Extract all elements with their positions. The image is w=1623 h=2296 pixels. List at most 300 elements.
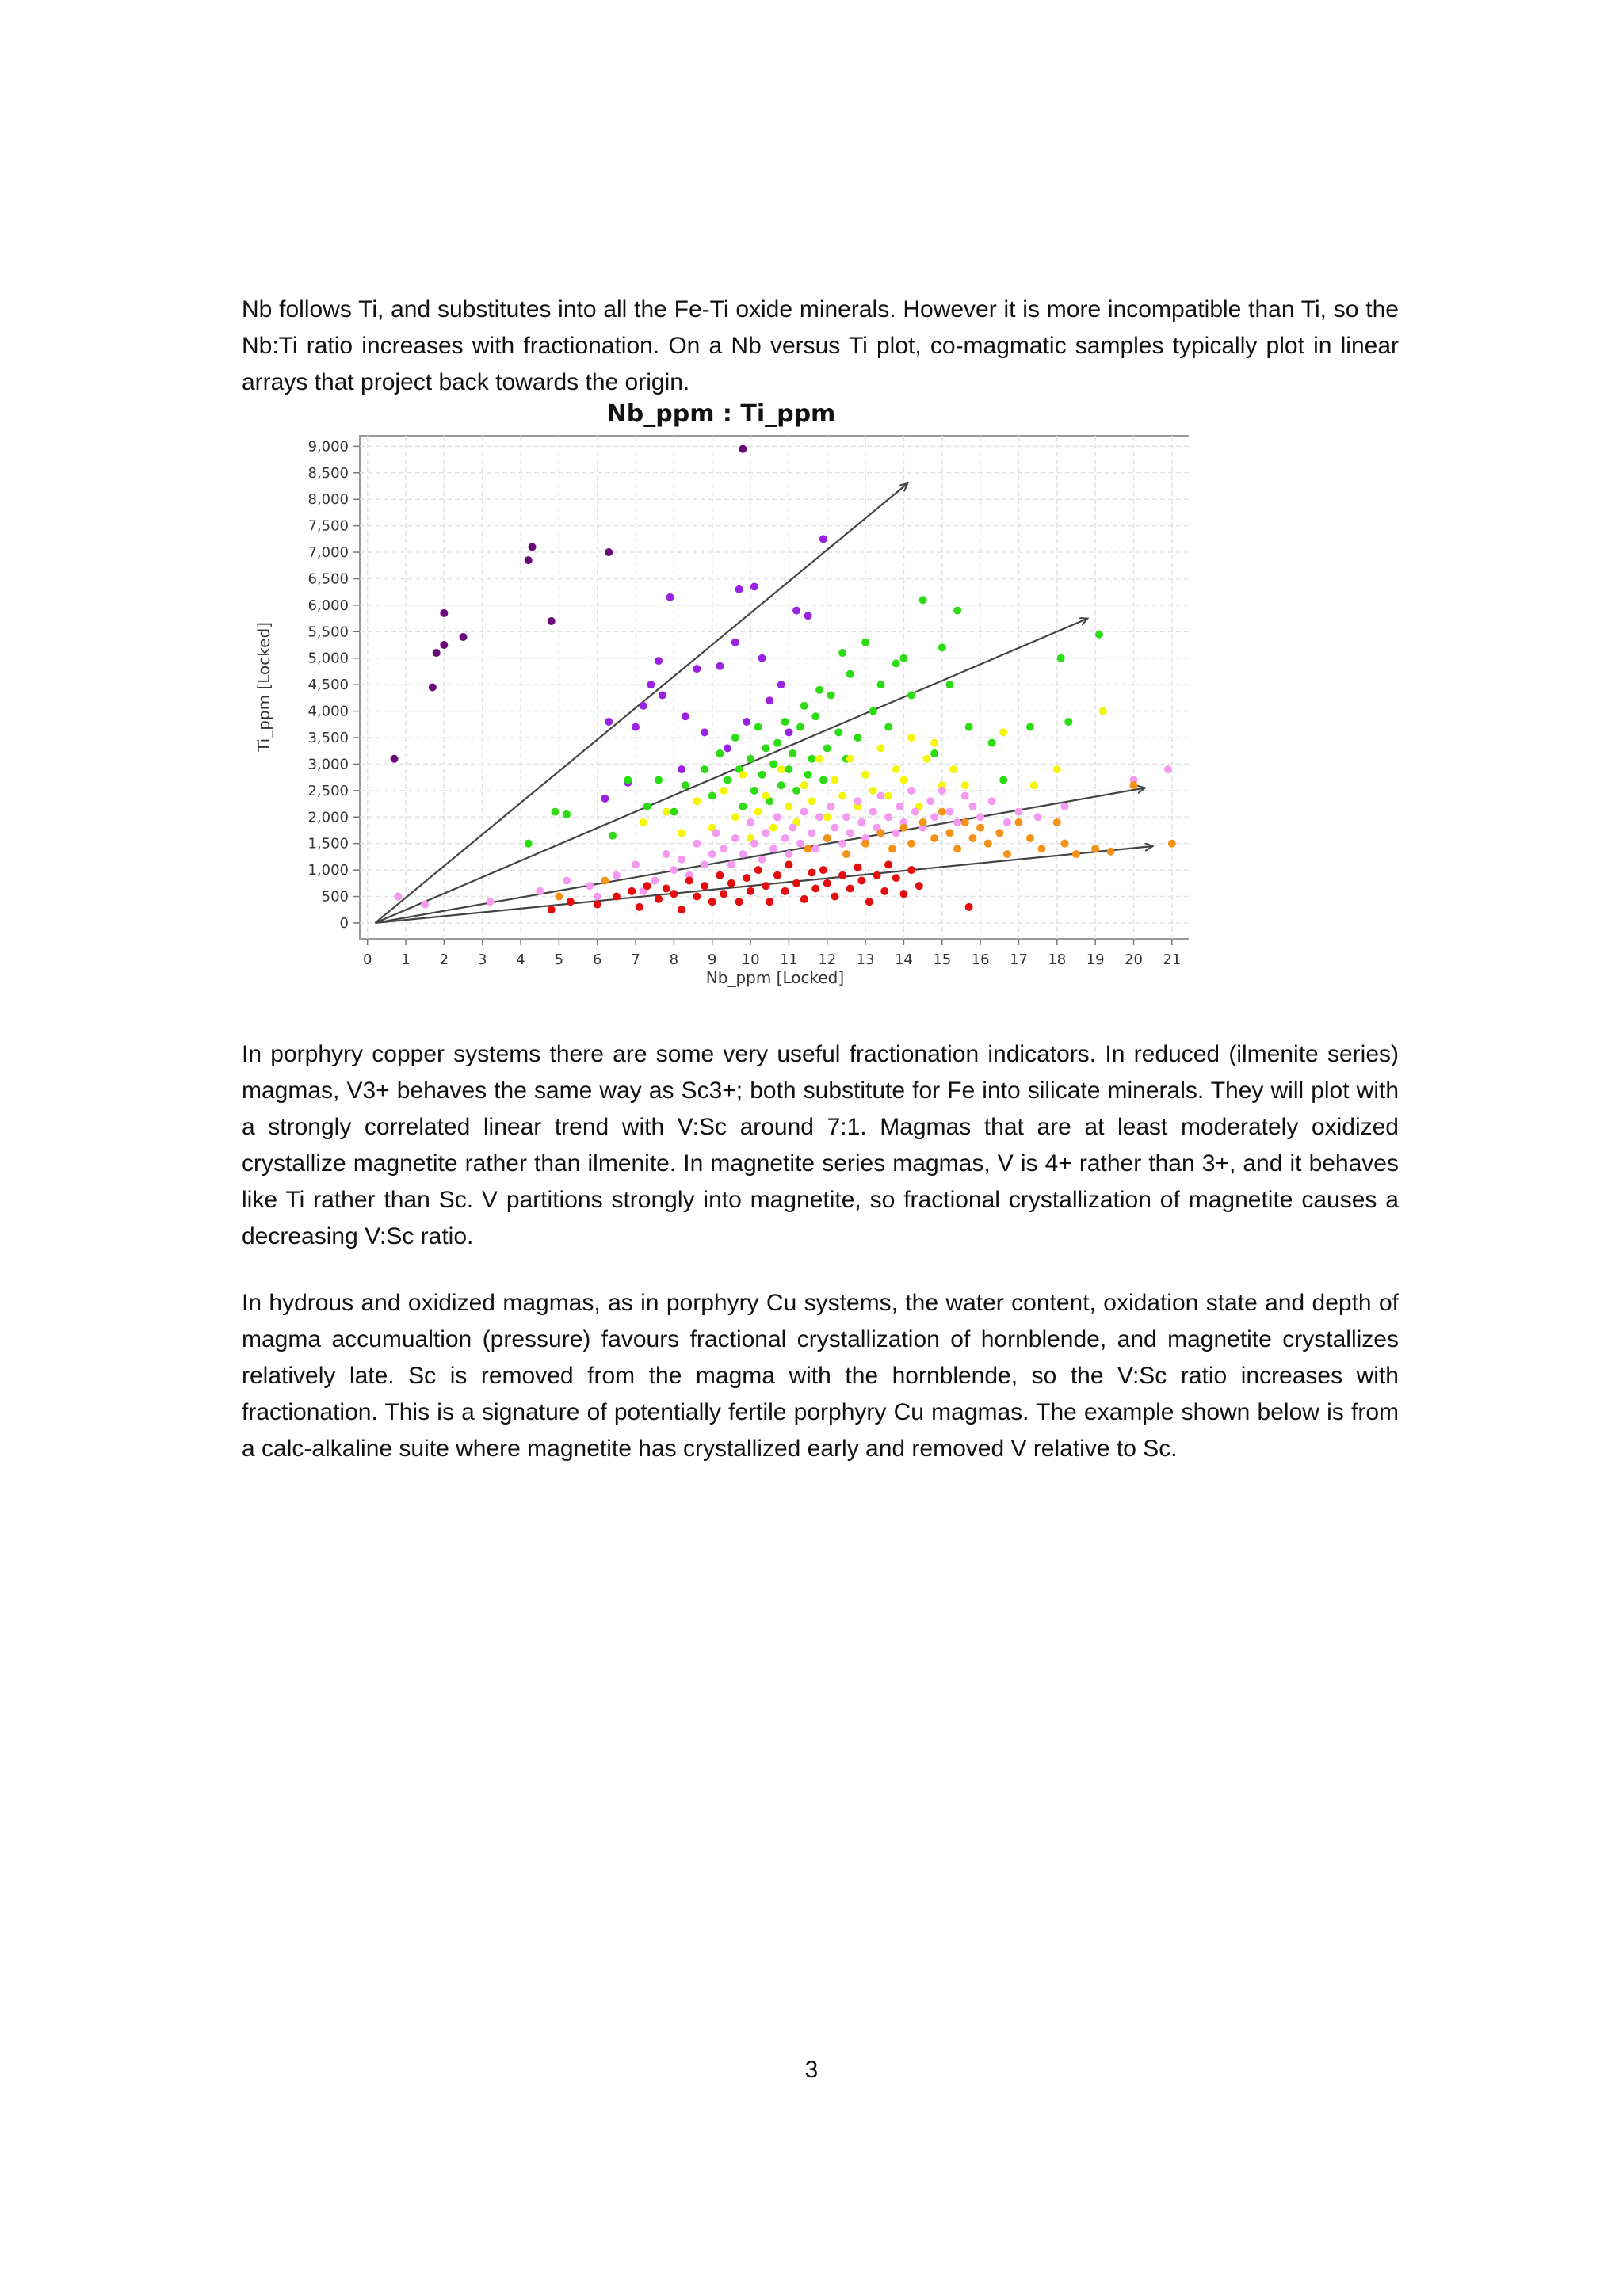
x-tick-label: 11	[779, 952, 798, 968]
data-point-pink	[911, 808, 919, 816]
data-point-purple	[731, 639, 739, 646]
data-point-purple	[716, 662, 724, 670]
data-point-green	[834, 728, 842, 736]
data-point-green	[953, 607, 961, 615]
data-point-orange	[976, 824, 984, 832]
data-point-orange	[1106, 848, 1114, 856]
data-point-red	[693, 893, 701, 901]
data-point-pink	[930, 813, 938, 821]
data-point-orange	[1072, 850, 1080, 858]
data-point-purple	[640, 702, 647, 710]
x-tick-label: 9	[708, 952, 717, 968]
data-point-orange	[899, 824, 907, 832]
data-point-green	[1095, 631, 1103, 639]
data-point-yellow	[815, 755, 823, 763]
data-point-red	[899, 890, 907, 898]
data-point-purple	[647, 681, 655, 688]
paragraph-nb-ti: Nb follows Ti, and substitutes into all the Fe-Ti oxide minerals. However it is more incompatible than Ti, so the Nb:Ti ratio increases with fractionation. On a Nb versus Ti plot, co-magmatic samples typically plot in linear arrays that project back towards the origin.	[242, 296, 1399, 395]
data-point-red	[773, 871, 781, 879]
data-point-yellow	[922, 755, 930, 763]
y-tick-label: 5,000	[307, 650, 349, 667]
data-point-red	[907, 866, 915, 874]
data-point-purple	[659, 692, 666, 700]
data-point-green	[708, 792, 716, 800]
data-point-pink	[678, 856, 685, 864]
x-tick-label: 4	[516, 952, 525, 968]
data-point-green	[777, 781, 785, 789]
data-point-green	[724, 776, 731, 784]
data-point-purple	[819, 535, 827, 543]
x-tick-label: 6	[592, 952, 602, 968]
data-point-pink	[421, 901, 429, 909]
data-point-green	[808, 755, 815, 763]
data-point-yellow	[838, 792, 846, 800]
data-point-pink	[613, 871, 621, 879]
data-point-orange	[804, 845, 812, 852]
data-point-purple	[735, 585, 743, 593]
y-tick-label: 4,000	[307, 703, 349, 720]
data-point-red	[800, 895, 808, 903]
data-point-red	[743, 874, 750, 882]
data-point-orange	[823, 834, 831, 842]
data-point-pink	[670, 866, 678, 874]
data-point-pink	[632, 860, 640, 868]
data-point-red	[720, 890, 727, 898]
data-point-pink	[815, 813, 823, 821]
data-point-red	[965, 903, 973, 911]
data-point-orange	[555, 893, 563, 901]
data-point-pink	[663, 850, 670, 858]
data-point-orange	[938, 808, 946, 816]
data-point-green	[930, 749, 938, 757]
data-point-green	[823, 744, 831, 752]
y-tick-label: 8,000	[307, 491, 349, 509]
x-tick-label: 21	[1163, 952, 1182, 968]
data-point-red	[727, 879, 735, 887]
data-point-orange	[861, 840, 869, 848]
data-point-red	[701, 882, 708, 890]
x-tick-label: 18	[1048, 952, 1067, 968]
data-point-red	[567, 898, 575, 906]
data-point-pink	[773, 813, 781, 821]
data-point-pink	[1164, 765, 1172, 773]
data-point-yellow	[884, 792, 892, 800]
y-tick-label: 5,500	[307, 624, 349, 641]
data-point-pink	[762, 829, 769, 837]
y-axis-label: Ti_ppm [Locked]	[254, 622, 273, 752]
data-point-pink	[976, 813, 984, 821]
data-point-purple	[693, 665, 701, 673]
data-point-orange	[1014, 818, 1022, 826]
data-point-green	[701, 765, 708, 773]
data-point-green	[773, 739, 781, 747]
data-point-red	[915, 882, 923, 890]
data-point-pink	[727, 860, 735, 868]
data-point-green	[846, 670, 854, 678]
data-point-orange	[876, 829, 884, 837]
data-point-green	[670, 808, 678, 816]
data-point-pink	[857, 818, 865, 826]
data-point-pink	[1034, 813, 1042, 821]
data-point-pink	[812, 845, 819, 852]
data-point-purple	[655, 657, 663, 665]
data-point-yellow	[907, 734, 915, 742]
data-point-yellow	[739, 771, 747, 779]
x-tick-label: 2	[439, 952, 449, 968]
data-point-red	[792, 879, 800, 887]
data-point-orange	[1037, 845, 1045, 852]
data-point-purple	[682, 712, 689, 720]
y-tick-label: 7,500	[307, 517, 349, 535]
data-point-purple	[701, 728, 708, 736]
data-point-orange	[930, 834, 938, 842]
data-point-pink	[854, 797, 861, 805]
page-number: 3	[804, 2057, 819, 2083]
data-point-pink	[842, 813, 850, 821]
data-point-green	[827, 692, 835, 700]
data-point-yellow	[731, 813, 739, 821]
data-point-red	[594, 901, 601, 909]
data-point-green	[754, 723, 762, 731]
data-point-orange	[1091, 845, 1099, 852]
data-point-pink	[827, 803, 835, 810]
data-point-yellow	[1099, 707, 1107, 715]
data-point-orange	[984, 840, 992, 848]
y-tick-label: 4,500	[307, 677, 349, 694]
data-point-red	[678, 906, 685, 913]
data-point-red	[785, 860, 792, 868]
data-point-orange	[907, 840, 915, 848]
y-tick-label: 7,000	[307, 544, 349, 562]
data-point-red	[655, 895, 663, 903]
data-point-dark-purple	[739, 445, 747, 453]
data-point-purple	[724, 744, 731, 752]
data-point-red	[781, 887, 789, 895]
data-point-green	[800, 702, 808, 710]
data-point-green	[876, 681, 884, 688]
data-point-green	[938, 643, 946, 651]
data-point-orange	[1026, 834, 1034, 842]
data-point-yellow	[1053, 765, 1061, 773]
data-point-orange	[1129, 781, 1137, 789]
data-point-purple	[666, 593, 674, 601]
data-point-orange	[1060, 840, 1068, 848]
data-point-green	[785, 765, 792, 773]
x-tick-label: 3	[477, 952, 487, 968]
data-point-pink	[896, 803, 904, 810]
data-point-orange	[968, 834, 976, 842]
data-point-yellow	[769, 824, 777, 832]
data-point-green	[682, 781, 689, 789]
data-point-green	[988, 739, 996, 747]
data-point-red	[838, 871, 846, 879]
data-point-pink	[563, 876, 571, 884]
data-point-pink	[594, 893, 601, 901]
y-tick-label: 0	[339, 914, 349, 932]
y-tick-label: 2,000	[307, 809, 349, 826]
data-point-pink	[838, 840, 846, 848]
x-tick-label: 5	[554, 952, 564, 968]
x-axis-label: Nb_ppm [Locked]	[705, 968, 845, 987]
data-point-pink	[1014, 808, 1022, 816]
x-tick-label: 1	[401, 952, 411, 968]
data-point-pink	[486, 898, 494, 906]
data-point-purple	[777, 681, 785, 688]
data-point-green	[804, 771, 812, 779]
data-point-orange	[1168, 840, 1176, 848]
data-point-green	[525, 840, 533, 848]
data-point-green	[919, 596, 927, 604]
data-point-yellow	[785, 803, 792, 810]
data-point-red	[808, 868, 815, 876]
data-point-purple	[632, 723, 640, 731]
data-point-pink	[712, 829, 720, 837]
data-point-pink	[1003, 818, 1011, 826]
data-point-yellow	[762, 792, 769, 800]
data-point-pink	[769, 845, 777, 852]
data-point-green	[731, 734, 739, 742]
x-tick-label: 19	[1086, 952, 1105, 968]
data-point-orange	[888, 845, 896, 852]
data-point-green	[796, 723, 804, 731]
plot-area	[360, 436, 1189, 939]
data-point-yellow	[846, 755, 854, 763]
data-point-dark-purple	[605, 548, 613, 556]
x-tick-label: 12	[818, 952, 837, 968]
data-point-green	[812, 712, 819, 720]
data-point-green	[907, 692, 915, 700]
data-point-green	[655, 776, 663, 784]
data-point-yellow	[663, 808, 670, 816]
data-point-pink	[907, 787, 915, 795]
x-tick-label: 10	[741, 952, 760, 968]
data-point-dark-purple	[548, 617, 556, 625]
data-point-yellow	[754, 808, 762, 816]
data-point-pink	[831, 824, 838, 832]
data-point-yellow	[961, 781, 969, 789]
data-point-pink	[731, 834, 739, 842]
data-point-green	[884, 723, 892, 731]
data-point-pink	[781, 834, 789, 842]
data-point-green	[624, 776, 632, 784]
data-point-pink	[926, 797, 934, 805]
data-point-yellow	[831, 776, 838, 784]
data-point-orange	[961, 818, 969, 826]
data-point-green	[758, 771, 766, 779]
data-point-pink	[750, 840, 758, 848]
data-point-dark-purple	[391, 755, 399, 763]
data-point-green	[945, 681, 953, 688]
data-point-yellow	[949, 765, 957, 773]
data-point-red	[628, 887, 636, 895]
data-point-red	[747, 887, 754, 895]
data-point-purple	[804, 612, 812, 620]
data-point-red	[716, 871, 724, 879]
data-point-orange	[1003, 850, 1011, 858]
data-point-red	[663, 885, 670, 893]
data-point-orange	[919, 818, 927, 826]
data-point-purple	[601, 795, 609, 803]
data-point-green	[781, 718, 789, 726]
data-point-purple	[605, 718, 613, 726]
data-point-red	[762, 882, 769, 890]
data-point-green	[739, 803, 747, 810]
x-tick-label: 7	[631, 952, 640, 968]
data-point-green	[552, 808, 559, 816]
data-point-purple	[766, 696, 773, 704]
data-point-yellow	[999, 728, 1007, 736]
data-point-orange	[601, 876, 609, 884]
x-tick-label: 14	[894, 952, 913, 968]
data-point-pink	[708, 850, 716, 858]
data-point-yellow	[1030, 781, 1038, 789]
data-point-green	[747, 755, 754, 763]
data-point-pink	[536, 887, 544, 895]
data-point-green	[819, 776, 827, 784]
data-point-purple	[785, 728, 792, 736]
data-point-green	[965, 723, 973, 731]
data-point-red	[735, 898, 743, 906]
data-point-green	[999, 776, 1007, 784]
data-point-green	[892, 659, 900, 667]
data-point-green	[838, 649, 846, 657]
data-point-yellow	[720, 787, 727, 795]
data-point-green	[643, 803, 651, 810]
data-point-red	[880, 887, 888, 895]
data-point-red	[685, 876, 693, 884]
data-point-red	[548, 906, 556, 913]
x-tick-label: 20	[1125, 952, 1143, 968]
y-tick-label: 3,500	[307, 730, 349, 746]
data-point-green	[1057, 654, 1065, 662]
y-tick-label: 6,500	[307, 570, 349, 588]
y-tick-label: 500	[321, 888, 349, 906]
data-point-pink	[884, 813, 892, 821]
data-point-green	[815, 686, 823, 694]
data-point-yellow	[876, 744, 884, 752]
data-point-yellow	[869, 787, 877, 795]
data-point-yellow	[899, 776, 907, 784]
y-tick-label: 8,500	[307, 464, 349, 482]
data-point-yellow	[777, 765, 785, 773]
data-point-pink	[747, 818, 754, 826]
x-tick-label: 16	[971, 952, 990, 968]
data-point-pink	[758, 856, 766, 864]
data-point-orange	[1053, 818, 1061, 826]
data-point-pink	[739, 850, 747, 858]
paragraph-hydrous-magmas: In hydrous and oxidized magmas, as in porphyry Cu systems, the water content, oxidation state and depth of magma accumualtion (pressure) favours fractional crystallization of hornblende, and magnetite crystallizes relatively late. Sc is removed from the magma with the hornblende, so the V:Sc ratio increases with fractionation. This is a signature of potentially fertile porphyry Cu magmas. The example shown below is from a calc-alkaline suite where magnetite has crystallized early and removed V relative to Sc.	[242, 1290, 1399, 1462]
data-point-dark-purple	[440, 641, 448, 649]
data-point-yellow	[693, 797, 701, 805]
data-point-pink	[701, 860, 708, 868]
data-point-pink	[869, 808, 877, 816]
x-tick-label: 17	[1010, 952, 1028, 968]
data-point-yellow	[808, 797, 815, 805]
data-point-pink	[651, 876, 659, 884]
chart-title: Nb_ppm : Ti_ppm	[606, 400, 836, 428]
data-point-yellow	[892, 765, 900, 773]
data-point-pink	[586, 882, 594, 890]
data-point-red	[823, 879, 831, 887]
data-point-red	[873, 871, 881, 879]
x-tick-label: 8	[669, 952, 679, 968]
data-point-pink	[961, 792, 969, 800]
data-point-red	[708, 898, 716, 906]
data-point-green	[789, 749, 796, 757]
data-point-dark-purple	[529, 543, 537, 551]
nb-ti-scatter-chart	[238, 400, 1189, 1002]
data-point-orange	[995, 829, 1003, 837]
data-point-green	[899, 654, 907, 662]
data-point-red	[857, 876, 865, 884]
y-tick-label: 1,000	[307, 862, 349, 879]
data-point-red	[831, 893, 838, 901]
data-point-pink	[968, 803, 976, 810]
x-tick-label: 0	[362, 952, 372, 968]
data-point-purple	[758, 654, 766, 662]
data-point-pink	[846, 829, 854, 837]
data-point-dark-purple	[433, 649, 441, 657]
data-point-yellow	[800, 781, 808, 789]
data-point-pink	[796, 840, 804, 848]
data-point-orange	[945, 829, 953, 837]
y-tick-label: 6,000	[307, 597, 349, 614]
data-point-yellow	[678, 829, 685, 837]
data-point-pink	[394, 893, 402, 901]
data-point-pink	[693, 840, 701, 848]
data-point-red	[865, 898, 873, 906]
data-point-red	[884, 860, 892, 868]
data-point-pink	[988, 797, 996, 805]
data-point-pink	[800, 808, 808, 816]
data-point-green	[716, 749, 724, 757]
data-point-yellow	[640, 818, 647, 826]
data-point-red	[812, 885, 819, 893]
data-point-pink	[953, 818, 961, 826]
data-point-red	[670, 890, 678, 898]
y-tick-label: 1,500	[307, 835, 349, 852]
data-point-purple	[743, 718, 750, 726]
data-point-green	[609, 832, 617, 840]
data-point-red	[892, 874, 900, 882]
data-point-purple	[792, 607, 800, 615]
paragraph-porphyry-indicators: In porphyry copper systems there are some very useful fractionation indicators. In reduced (ilmenite series) magmas, V3+ behaves the same way as Sc3+; both substitute for Fe into silicate minerals. They will plot with a strongly correlated linear trend with V:Sc around 7:1. Magmas that are at least moderately oxidized crystallize magnetite rather than ilmenite. In magnetite series magmas, V is 4+ rather than 3+, and it behaves like Ti rather than Sc. V partitions strongly into magnetite, so fractional crystallization of magnetite causes a decreasing V:Sc ratio.	[242, 1041, 1399, 1249]
x-tick-label: 13	[856, 952, 875, 968]
data-point-green	[792, 787, 800, 795]
data-point-pink	[785, 850, 792, 858]
data-point-pink	[720, 845, 727, 852]
data-point-pink	[1060, 803, 1068, 810]
data-point-dark-purple	[429, 684, 437, 692]
data-point-green	[750, 787, 758, 795]
data-point-pink	[938, 787, 946, 795]
data-point-orange	[953, 845, 961, 852]
data-point-yellow	[861, 771, 869, 779]
data-point-pink	[876, 792, 884, 800]
data-point-pink	[808, 829, 815, 837]
data-point-purple	[750, 583, 758, 591]
data-point-green	[762, 744, 769, 752]
data-point-red	[636, 903, 643, 911]
data-point-green	[854, 734, 861, 742]
data-point-green	[1026, 723, 1034, 731]
data-point-orange	[842, 850, 850, 858]
y-tick-label: 2,500	[307, 782, 349, 799]
data-point-purple	[678, 765, 685, 773]
data-point-red	[819, 866, 827, 874]
data-point-dark-purple	[525, 556, 533, 564]
data-point-yellow	[930, 739, 938, 747]
